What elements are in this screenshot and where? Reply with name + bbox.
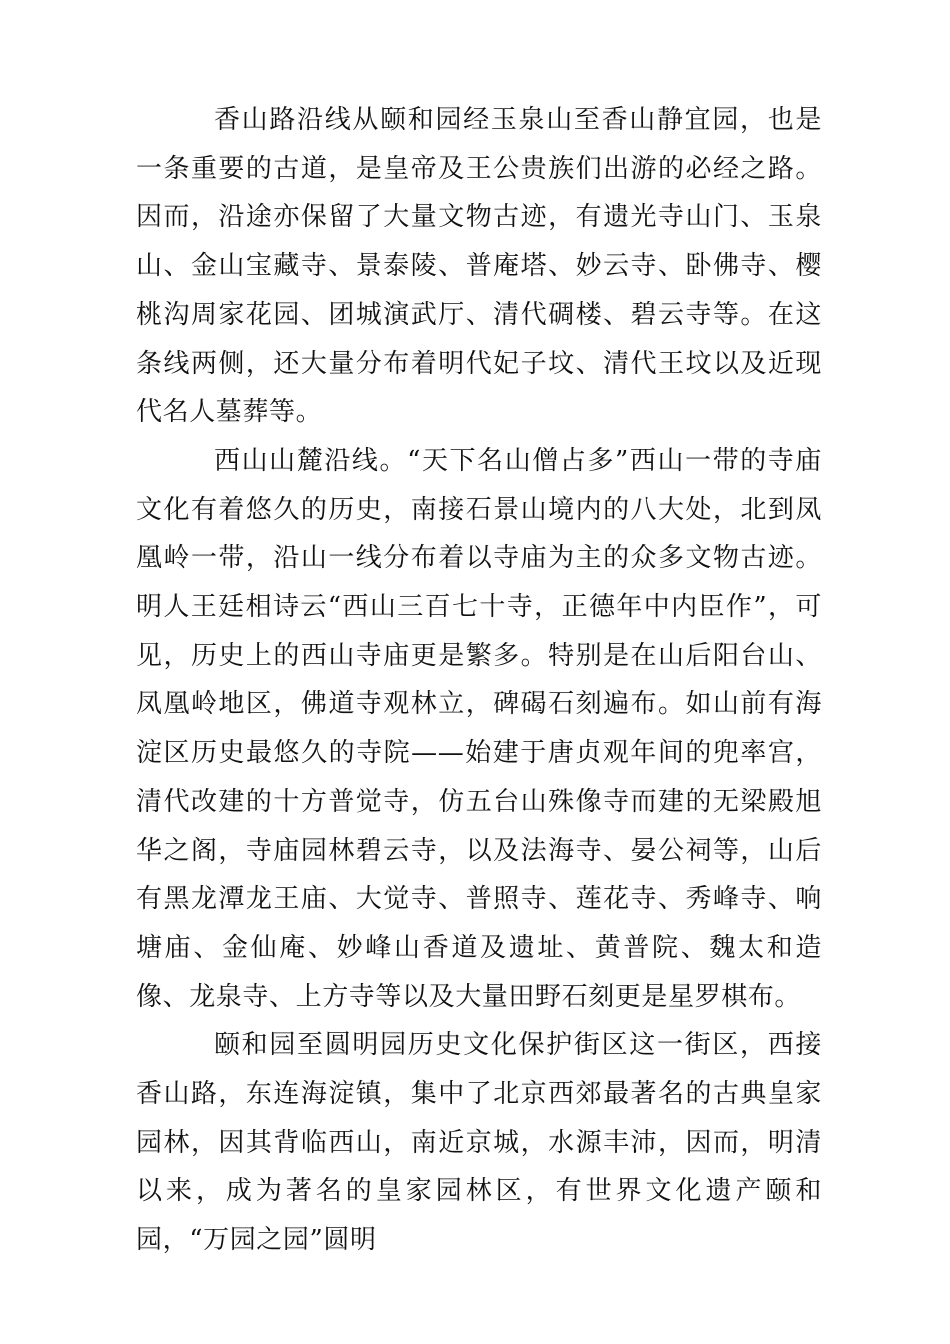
paragraph-western-hills: 西山山麓沿线。“天下名山僧占多”西山一带的寺庙文化有着悠久的历史，南接石景山境内的八大处，北到凤凰岭一带，沿山一线分布着以寺庙为主的众多文物古迹。明人王廷相诗云“西山三百七十寺，正德年中内臣作”，可见，历史上的西山寺庙更是繁多。特别是在山后阳台山、凤凰岭地区，佛道寺观林立，碑碣石刻遍布。如山前有海淀区历史最悠久的寺院——始建于唐贞观年间的兜率宫，清代改建的十方普觉寺，仿五台山殊像寺而建的无梁殿旭华之阁，寺庙园林碧云寺，以及法海寺、晏公祠等，山后有黑龙潭龙王庙、大觉寺、普照寺、莲花寺、秀峰寺、响塘庙、金仙庵、妙峰山香道及遗址、黄普院、魏太和造像、龙泉寺、上方寺等以及大量田野石刻更是星罗棋布。 bbox=[136, 445, 822, 1012]
paragraph-xiangshan-road: 香山路沿线从颐和园经玉泉山至香山静宜园，也是一条重要的古道，是皇帝及王公贵族们出游的必经之路。因而，沿途亦保留了大量文物古迹，有遗光寺山门、玉泉山、金山宝藏寺、景泰陵、普庵塔、妙云寺、卧佛寺、樱桃沟周家花园、团城演武厅、清代碉楼、碧云寺等。在这条线两侧，还大量分布着明代妃子坟、清代王坟以及近现代名人墓葬等。 bbox=[136, 105, 822, 428]
document-body bbox=[136, 96, 822, 1265]
paragraph-summer-palace-district: 颐和园至圆明园历史文化保护街区这一街区，西接香山路，东连海淀镇，集中了北京西郊最著名的古典皇家园林，因其背临西山，南近京城，水源丰沛，因而，明清以来，成为著名的皇家园林区，有世界文化遗产颐和园，“万园之园”圆明 bbox=[136, 1030, 822, 1256]
